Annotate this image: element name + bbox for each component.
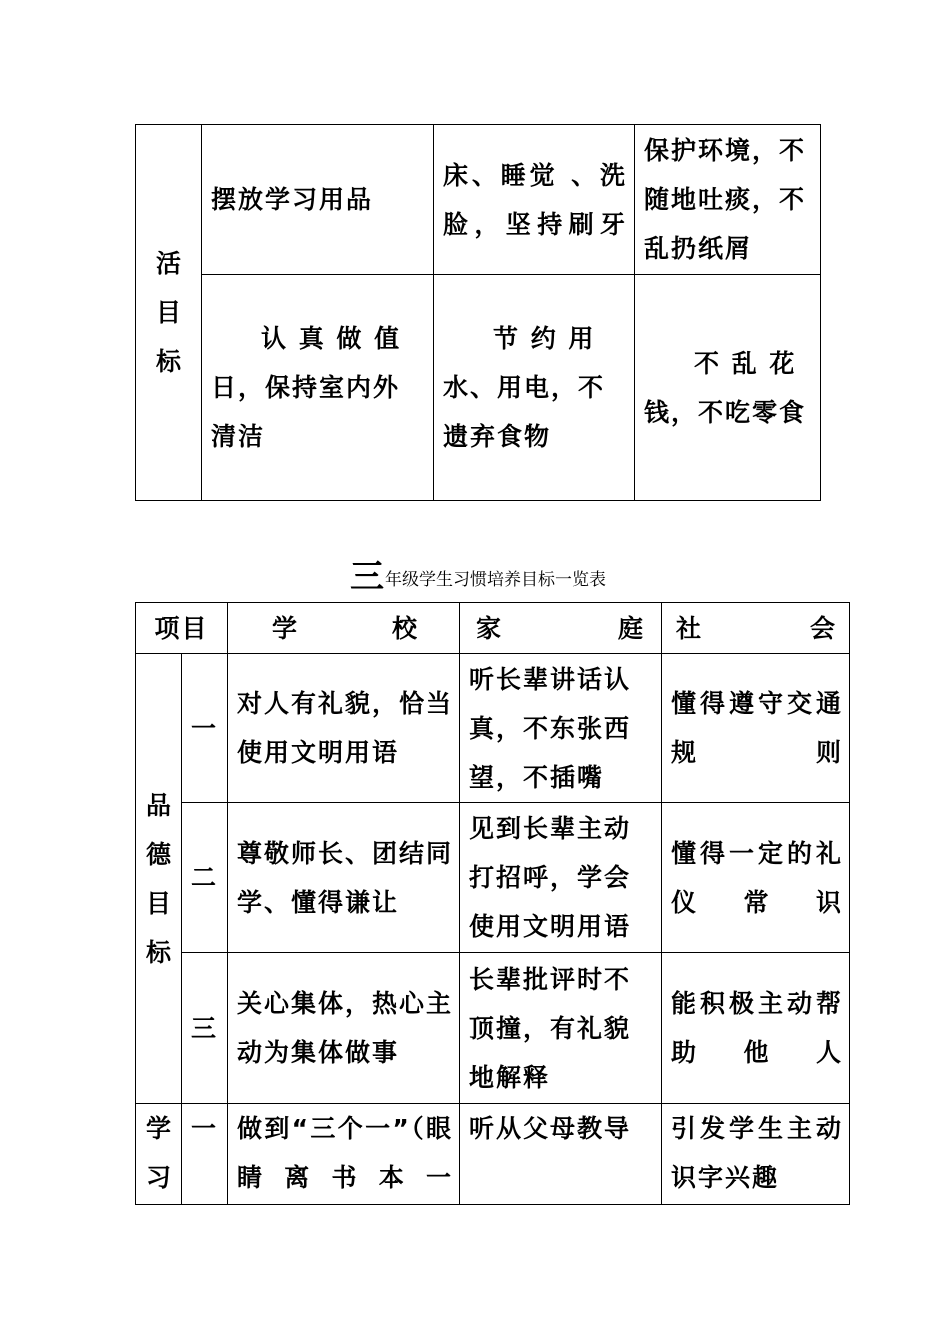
table-row [136,1104,850,1205]
table-cell: 不 乱 花钱，不吃零食 [635,275,821,501]
table-cell: 保护环境，不随地吐痰，不乱扔纸屑 [635,125,821,275]
table-cell: 摆放学习用品 [202,125,434,275]
table-row [136,125,821,275]
row-number: 三 [182,953,228,1104]
header-project: 项目 [136,603,228,654]
table-title [350,557,650,597]
table-row [136,654,850,803]
side-label-cell [136,125,202,501]
header-society: 社会 [662,603,850,654]
table-cell: 节 约 用水、用电，不遗弃食物 [434,275,635,501]
table-row [136,803,850,953]
header-home: 家庭 [460,603,662,654]
row-number: 一 [182,1104,228,1205]
study-label: 学习 [146,1114,174,1192]
table-title-rest: 年级学生习惯培养目标一览表 [385,570,606,590]
row-number: 一 [182,654,228,803]
moral-label: 品德目标 [146,790,174,967]
grade3-habits-table [135,602,850,1205]
table-cell: 床、睡觉 、洗脸，坚持刷牙 [434,125,635,275]
row-number: 二 [182,803,228,953]
society-cell: 引发学生主动识字兴趣 [662,1104,850,1205]
society-cell: 能积极主动帮助他人 [662,953,850,1104]
table-cell: 认 真 做 值日，保持室内外清洁 [202,275,434,501]
table-row [136,275,821,501]
home-cell: 长辈批评时不顶撞，有礼貌地解释 [460,953,662,1104]
society-cell: 懂得一定的礼仪常识 [662,803,850,953]
moral-label-cell [136,654,182,1104]
home-cell: 听长辈讲话认真，不东张西望，不插嘴 [460,654,662,803]
side-label: 活目标 [156,249,184,376]
home-cell: 见到长辈主动打招呼，学会使用文明用语 [460,803,662,953]
school-cell: 尊敬师长、团结同学、懂得谦让 [228,803,460,953]
table-row [136,953,850,1104]
table-title-first-char: 三 [350,557,384,597]
life-goals-table [135,124,821,501]
school-cell: 做到“三个一”（眼睛离书本一 [228,1104,460,1205]
study-label-cell [136,1104,182,1205]
header-row [136,603,850,654]
home-cell: 听从父母教导 [460,1104,662,1205]
school-cell: 对人有礼貌，恰当使用文明用语 [228,654,460,803]
school-cell: 关心集体，热心主动为集体做事 [228,953,460,1104]
header-school: 学校 [228,603,460,654]
society-cell: 懂得遵守交通规则 [662,654,850,803]
